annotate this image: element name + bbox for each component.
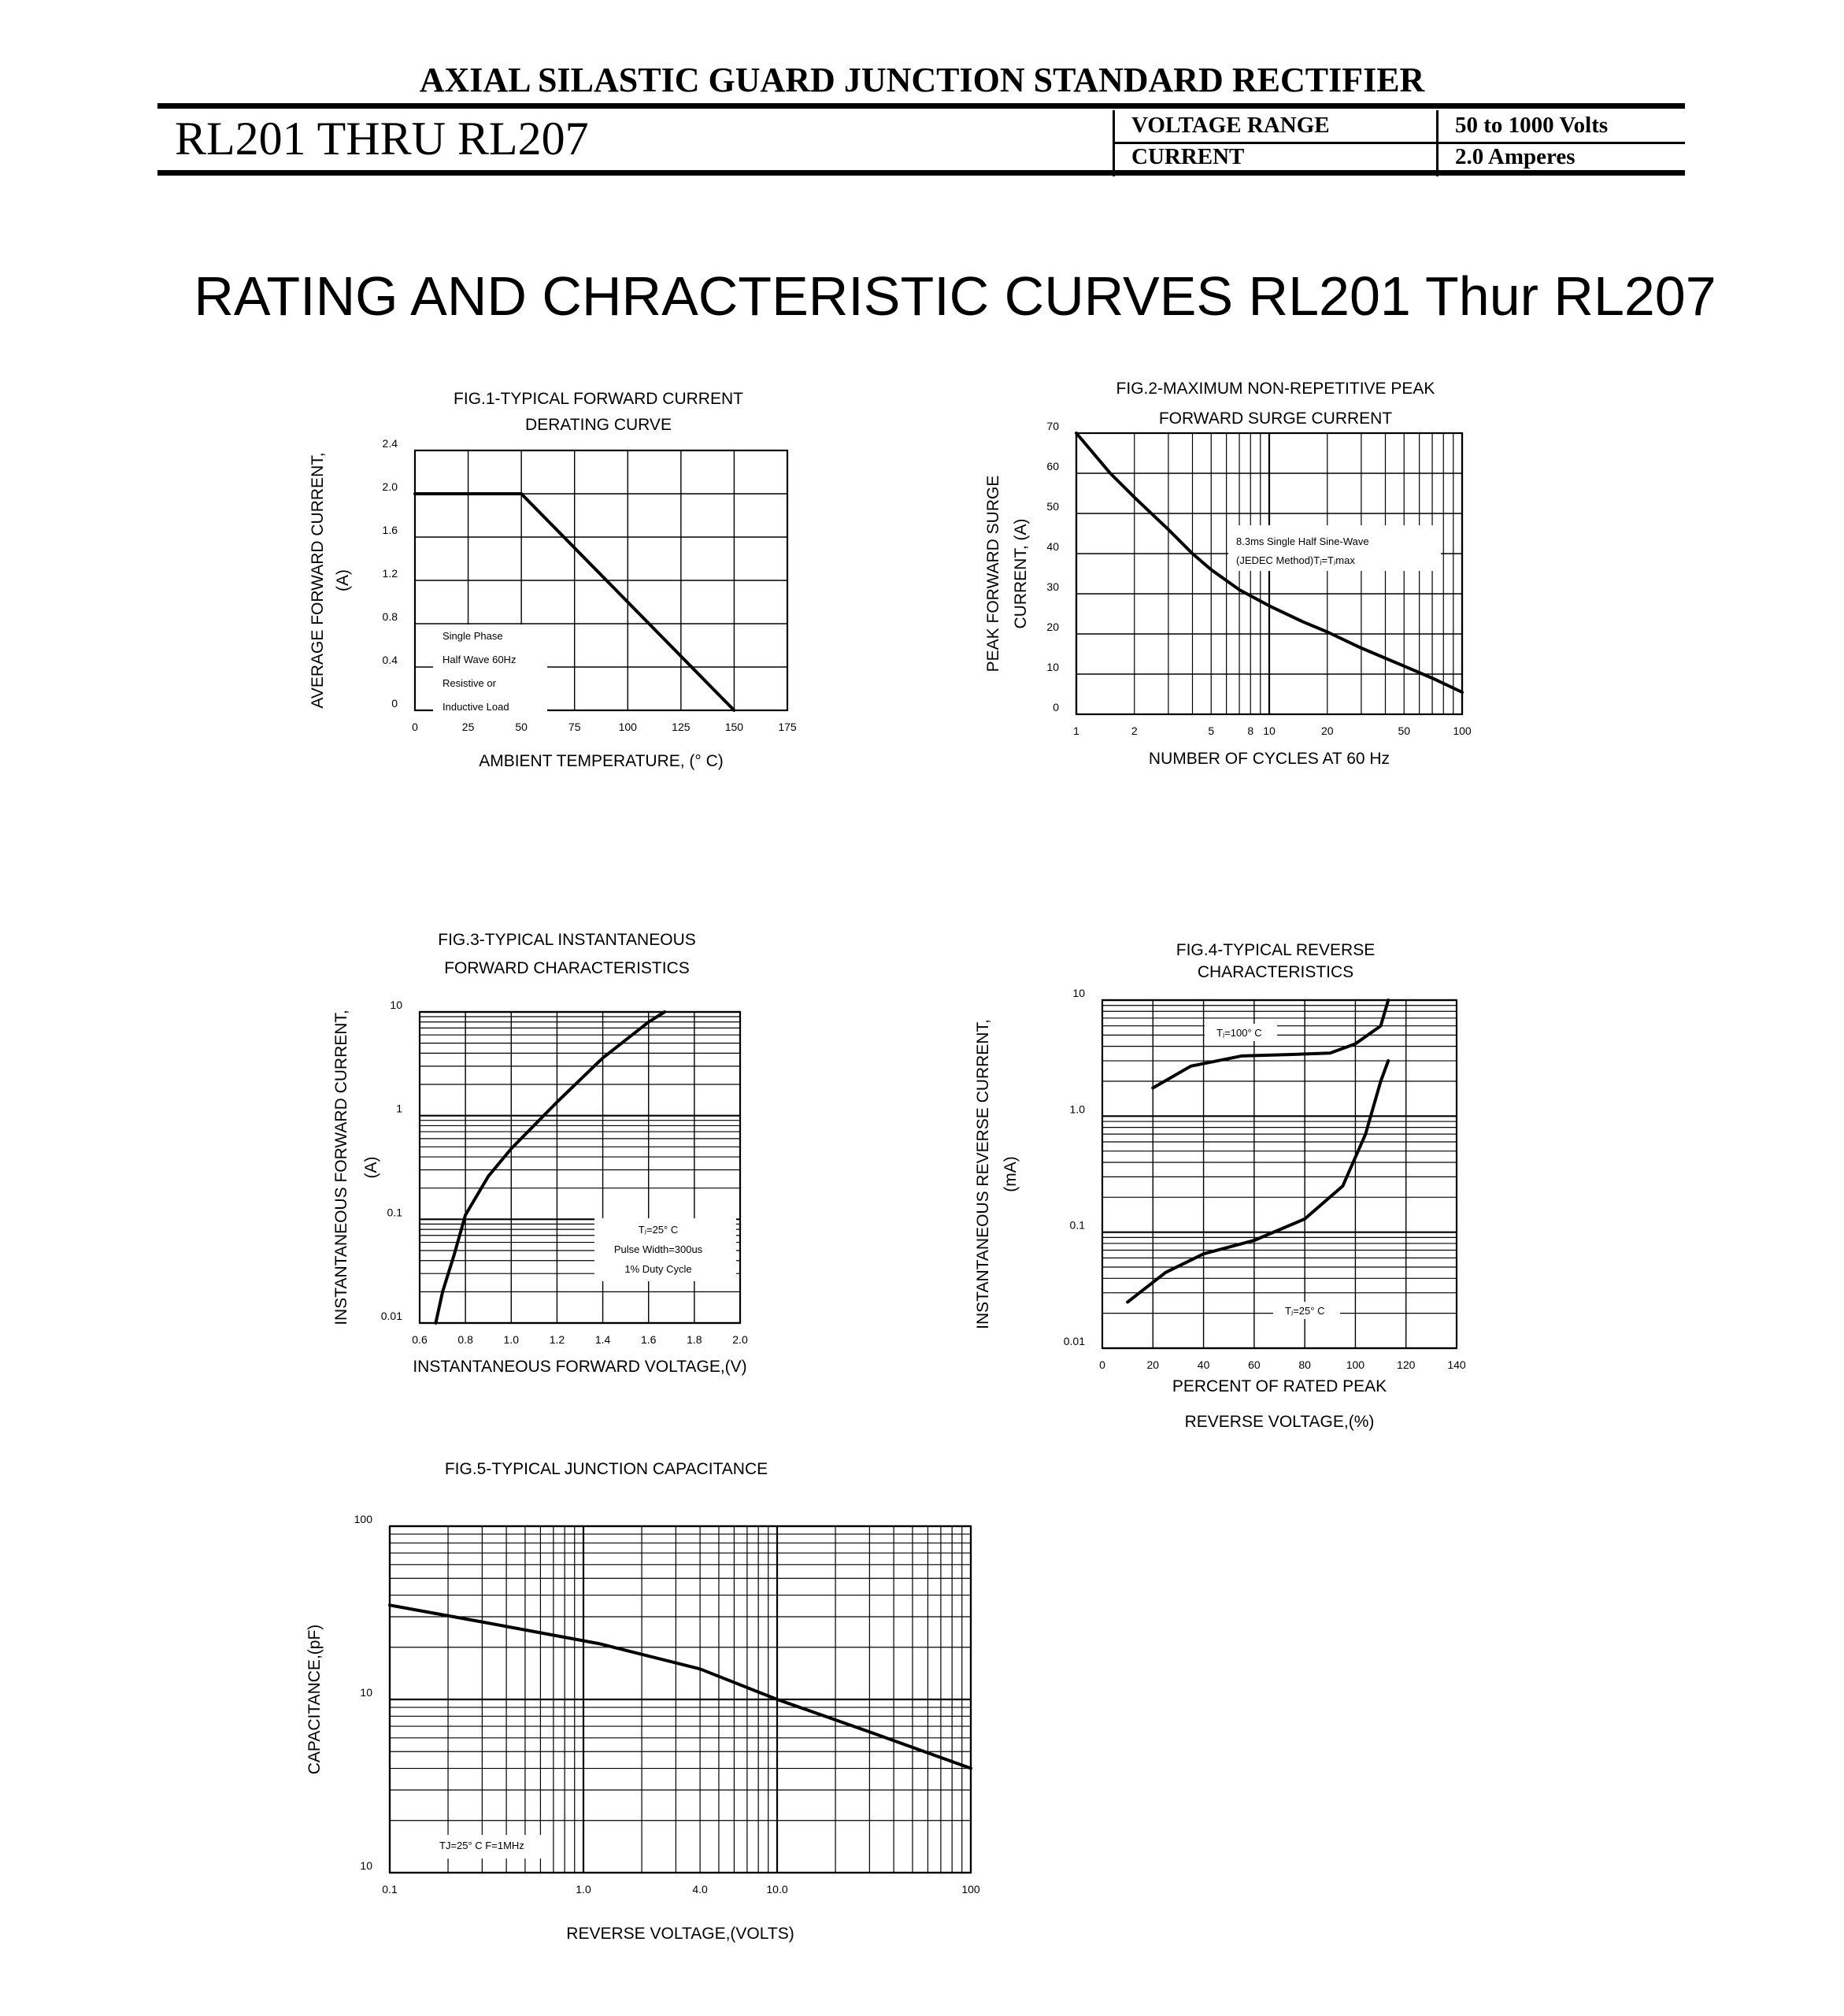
series-line-2 <box>1128 1061 1388 1302</box>
plot-frame <box>1102 1000 1457 1348</box>
x-tick-label: 2.0 <box>732 1333 748 1346</box>
x-tick-label: 100 <box>961 1883 980 1896</box>
gridlines <box>390 1526 971 1873</box>
header-banner: AXIAL SILASTIC GUARD JUNCTION STANDARD RECTIFIER <box>419 61 1425 99</box>
annotation-text: Half Wave 60Hz <box>442 654 517 665</box>
x-tick-label: 10.0 <box>766 1883 788 1896</box>
y-tick-label: 1.2 <box>382 567 398 580</box>
x-tick-label: 60 <box>1248 1358 1261 1371</box>
x-axis-label: REVERSE VOLTAGE,(VOLTS) <box>566 1925 794 1943</box>
x-tick-label: 10 <box>1263 724 1276 737</box>
header-divider-left <box>1113 110 1115 176</box>
voltage-range-label: VOLTAGE RANGE <box>1131 113 1330 138</box>
x-tick-label: 20 <box>1320 724 1334 737</box>
chart-title: FORWARD SURGE CURRENT <box>1158 410 1393 428</box>
y-tick-label: 2.4 <box>382 437 398 450</box>
x-tick-label: 1.0 <box>503 1333 520 1346</box>
y-tick-label: 100 <box>354 1513 372 1525</box>
gridlines <box>1076 433 1462 714</box>
x-tick-label: 50 <box>515 721 528 733</box>
x-tick-label: 0 <box>1099 1358 1105 1371</box>
x-tick-label: 2 <box>1131 724 1138 737</box>
annotation-text: TJ=25° C F=1MHz <box>439 1840 524 1851</box>
y-axis-label: (mA) <box>1002 1156 1020 1192</box>
y-tick-label: 20 <box>1046 621 1059 633</box>
y-tick-label: 1 <box>396 1102 402 1115</box>
chart-title: FORWARD CHARACTERISTICS <box>444 959 690 977</box>
y-axis-label: (A) <box>334 569 352 591</box>
x-tick-label: 120 <box>1397 1358 1416 1371</box>
chart-fig5 <box>305 1460 980 1943</box>
annotation-text: Tⱼ=25° C <box>638 1224 679 1236</box>
x-tick-label: 20 <box>1146 1358 1160 1371</box>
y-tick-label: 0.4 <box>382 654 398 666</box>
y-tick-label: 70 <box>1046 420 1059 432</box>
y-tick-label: 0.8 <box>382 610 398 623</box>
x-tick-label: 80 <box>1298 1358 1311 1371</box>
x-tick-label: 4.0 <box>692 1883 708 1896</box>
annotation-text: (JEDEC Method)Tⱼ=Tⱼmax <box>1236 554 1355 566</box>
x-axis-label: PERCENT OF RATED PEAK <box>1172 1377 1387 1395</box>
x-tick-label: 0.8 <box>457 1333 473 1346</box>
y-tick-label: 60 <box>1046 460 1059 472</box>
x-tick-label: 1.0 <box>576 1883 591 1896</box>
x-tick-label: 8 <box>1247 724 1254 737</box>
x-tick-label: 100 <box>1453 724 1472 737</box>
x-tick-label: 1.2 <box>549 1333 565 1346</box>
y-tick-label: 0.1 <box>1069 1218 1085 1232</box>
x-tick-label: 25 <box>461 721 475 733</box>
x-tick-label: 100 <box>1346 1358 1365 1371</box>
x-axis-label: REVERSE VOLTAGE,(%) <box>1184 1413 1375 1431</box>
y-tick-label: 50 <box>1046 500 1059 513</box>
annotation-text: 1% Duty Cycle <box>624 1263 692 1275</box>
y-tick-label: 0 <box>1053 701 1059 713</box>
y-axis-label: AVERAGE FORWARD CURRENT, <box>309 452 327 709</box>
y-tick-label: 0.01 <box>380 1310 402 1322</box>
y-tick-label: 10 <box>360 1859 372 1872</box>
chart-title: FIG.3-TYPICAL INSTANTANEOUS <box>438 931 696 949</box>
y-tick-label: 1.6 <box>382 524 398 536</box>
chart-title: FIG.1-TYPICAL FORWARD CURRENT <box>454 390 743 408</box>
chart-fig3 <box>332 931 748 1376</box>
chart-title: FIG.4-TYPICAL REVERSE <box>1176 941 1376 959</box>
x-axis-label: INSTANTANEOUS FORWARD VOLTAGE,(V) <box>413 1358 747 1376</box>
header-bottom-rule <box>157 170 1685 176</box>
chart-title: FIG.5-TYPICAL JUNCTION CAPACITANCE <box>444 1460 768 1478</box>
x-tick-label: 1.8 <box>687 1333 702 1346</box>
y-tick-label: 40 <box>1046 540 1059 553</box>
x-axis-label: NUMBER OF CYCLES AT 60 Hz <box>1148 750 1390 768</box>
x-tick-label: 175 <box>778 721 797 733</box>
y-tick-label: 30 <box>1046 580 1059 593</box>
current-label: CURRENT <box>1131 144 1245 169</box>
series-line-1 <box>1153 1000 1388 1088</box>
y-tick-label: 10 <box>1046 661 1059 673</box>
y-axis-label: CURRENT, (A) <box>1012 518 1030 629</box>
y-tick-label: 10 <box>360 1686 372 1699</box>
header-top-rule <box>157 103 1685 109</box>
part-range-title: RL201 THRU RL207 <box>175 113 589 165</box>
y-axis-label: INSTANTANEOUS FORWARD CURRENT, <box>332 1010 350 1325</box>
x-tick-label: 100 <box>618 721 637 733</box>
x-tick-label: 5 <box>1208 724 1215 737</box>
x-tick-label: 140 <box>1447 1358 1466 1371</box>
current-value: 2.0 Amperes <box>1455 144 1576 169</box>
series-label: Tⱼ=25° C <box>1285 1305 1325 1317</box>
y-axis-label: INSTANTANEOUS REVERSE CURRENT, <box>974 1019 992 1329</box>
x-tick-label: 0 <box>412 721 418 733</box>
header <box>157 61 1685 176</box>
series-line-1 <box>390 1605 971 1768</box>
chart-title: CHARACTERISTICS <box>1197 963 1354 981</box>
y-axis-label: CAPACITANCE,(pF) <box>305 1624 324 1775</box>
y-axis-label: (A) <box>362 1156 380 1179</box>
y-tick-label: 0.01 <box>1063 1335 1085 1347</box>
x-tick-label: 1.6 <box>640 1333 657 1346</box>
series-label: Tⱼ=100° C <box>1216 1027 1262 1039</box>
voltage-range-value: 50 to 1000 Volts <box>1455 113 1609 138</box>
x-tick-label: 150 <box>724 721 744 733</box>
chart-title: DERATING CURVE <box>525 416 672 434</box>
chart-fig1 <box>309 390 797 770</box>
chart-title: FIG.2-MAXIMUM NON-REPETITIVE PEAK <box>1116 380 1435 398</box>
y-tick-label: 10 <box>390 999 402 1011</box>
x-tick-label: 1 <box>1073 724 1079 737</box>
x-axis-label: AMBIENT TEMPERATURE, (° C) <box>479 752 724 770</box>
y-tick-label: 1.0 <box>1069 1102 1085 1116</box>
x-tick-label: 50 <box>1398 724 1411 737</box>
x-tick-label: 0.6 <box>412 1333 428 1346</box>
y-axis-label: PEAK FORWARD SURGE <box>984 475 1002 673</box>
chart-fig2 <box>984 380 1472 768</box>
annotation-text: 8.3ms Single Half Sine-Wave <box>1236 536 1369 547</box>
page-title: RATING AND CHRACTERISTIC CURVES RL201 Thur RL207 <box>194 265 1716 327</box>
y-tick-label: 2.0 <box>382 480 398 493</box>
annotation-text: Resistive or <box>442 677 496 689</box>
annotation-text: Pulse Width=300us <box>613 1243 703 1255</box>
x-tick-label: 125 <box>672 721 691 733</box>
chart-fig4 <box>974 941 1466 1431</box>
x-tick-label: 75 <box>568 721 581 733</box>
gridlines <box>1102 1000 1457 1348</box>
header-divider-right <box>1436 110 1439 176</box>
x-tick-label: 1.4 <box>594 1333 611 1346</box>
annotation-text: Inductive Load <box>442 701 509 713</box>
x-tick-label: 40 <box>1197 1358 1210 1371</box>
x-tick-label: 0.1 <box>382 1883 398 1896</box>
y-tick-label: 10 <box>1072 987 1085 999</box>
annotation-text: Single Phase <box>442 630 503 642</box>
charts-group <box>305 380 1472 1943</box>
y-tick-label: 0 <box>391 697 398 710</box>
y-tick-label: 0.1 <box>387 1206 402 1219</box>
